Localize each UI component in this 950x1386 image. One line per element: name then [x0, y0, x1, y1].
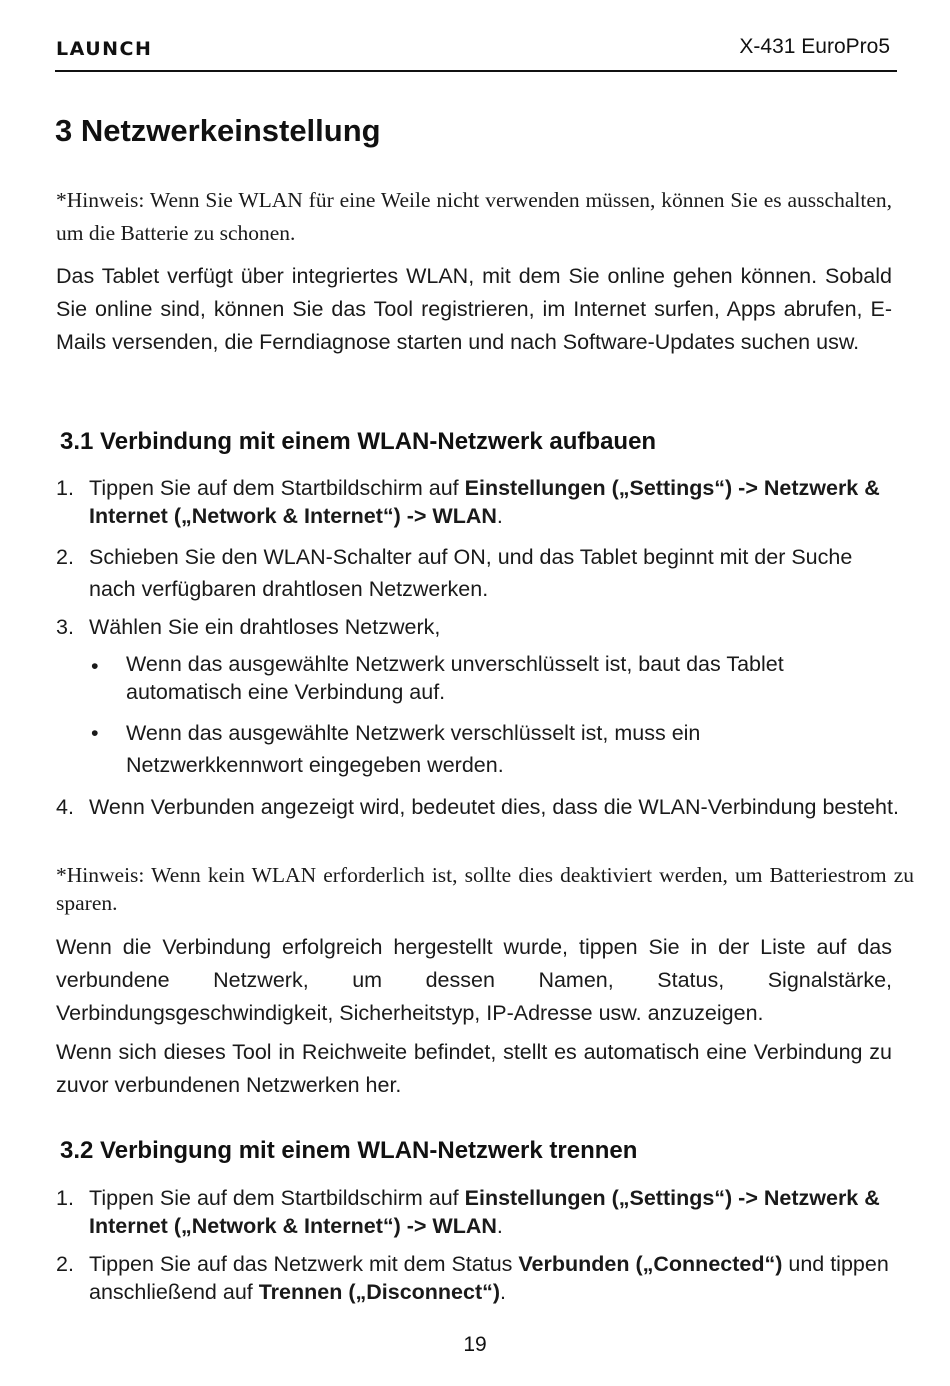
list-item	[56, 541, 916, 605]
note-deactivate: *Hinweis: Wenn kein WLAN erforderlich ist, sollte dies deaktiviert werden, um Batteriestrom zu sparen.	[56, 863, 914, 915]
paragraph-auto-connect: Wenn sich dieses Tool in Reichweite befindet, stellt es automatisch eine Verbindung zu zuvor verbundenen Netzwerken her.	[56, 1040, 892, 1097]
bullet-text: Wenn das ausgewählte Netzwerk unverschlüsselt ist, baut das Tablet automatisch eine Verbindung auf.	[126, 652, 784, 704]
list-number: 2.	[56, 545, 74, 569]
menu-path: Einstellungen („Settings“) -> Netzwerk & Internet („Network & Internet“) -> WLAN	[89, 1186, 880, 1238]
bullet-text: Wenn das ausgewählte Netzwerk verschlüsselt ist, muss ein Netzwerkkennwort eingegeben werden.	[126, 721, 701, 777]
bullet-icon: •	[91, 654, 99, 678]
list-text: Tippen Sie auf dem Startbildschirm auf Einstellungen („Settings“) -> Netzwerk & Internet („Network & Internet“) -> WLAN.	[89, 1186, 880, 1238]
menu-path: Einstellungen („Settings“) -> Netzwerk & Internet („Network & Internet“) -> WLAN	[89, 476, 880, 528]
list-number: 4.	[56, 795, 74, 819]
model-name: X-431 EuroPro5	[739, 35, 890, 58]
list-number: 1.	[56, 476, 74, 500]
section-heading-3-2: 3.2 Verbingung mit einem WLAN-Netzwerk trennen	[60, 1137, 638, 1164]
list-item	[56, 474, 916, 530]
list-item	[56, 613, 916, 643]
paragraph-connection-details: Wenn die Verbindung erfolgreich hergestellt wurde, tippen Sie in der Liste auf das verbundene Netzwerk, um dessen Namen, Status, Signalstärke, Verbindungsgeschwindigkeit, Sicherheitstyp, IP-Adresse usw. anzuzeigen.	[56, 935, 892, 1025]
brand-logo: LAUNCH	[56, 38, 153, 60]
list-text: Tippen Sie auf das Netzwerk mit dem Status Verbunden („Connected“) und tippen anschließend auf Trennen („Disconnect“).	[89, 1252, 889, 1304]
list-text: Wenn Verbunden angezeigt wird, bedeutet dies, dass die WLAN-Verbindung besteht.	[89, 795, 899, 819]
bullet-item	[91, 717, 891, 781]
header-rule	[55, 70, 897, 72]
page-title: 3 Netzwerkeinstellung	[55, 113, 381, 148]
list-number: 2.	[56, 1252, 74, 1276]
list-item	[56, 1250, 916, 1306]
list-number: 1.	[56, 1186, 74, 1210]
note-battery: *Hinweis: Wenn Sie WLAN für eine Weile nicht verwenden müssen, können Sie es ausschalten, um die Batterie zu schonen.	[56, 188, 892, 245]
intro-paragraph: Das Tablet verfügt über integriertes WLAN, mit dem Sie online gehen können. Sobald Sie online sind, können Sie das Tool registrieren, im Internet surfen, Apps abrufen, E-Mails versenden, die Ferndiagnose starten und nach Software-Updates suchen usw.	[56, 264, 892, 354]
bullet-item	[91, 650, 891, 714]
bullet-icon: •	[91, 721, 99, 745]
status-connected: Verbunden („Connected“)	[518, 1252, 783, 1276]
section-heading-3-1: 3.1 Verbindung mit einem WLAN-Netzwerk aufbauen	[60, 428, 657, 455]
list-number: 3.	[56, 615, 74, 639]
page-number: 19	[463, 1333, 487, 1356]
list-text: Tippen Sie auf dem Startbildschirm auf Einstellungen („Settings“) -> Netzwerk & Internet („Network & Internet“) -> WLAN.	[89, 476, 880, 528]
list-text: Schieben Sie den WLAN-Schalter auf ON, und das Tablet beginnt mit der Suche nach verfügbaren drahtlosen Netzwerken.	[89, 545, 853, 601]
disconnect-label: Trennen („Disconnect“)	[258, 1280, 501, 1304]
list-text: Wählen Sie ein drahtloses Netzwerk,	[89, 615, 441, 639]
list-item	[56, 1184, 916, 1240]
list-item	[56, 793, 916, 849]
